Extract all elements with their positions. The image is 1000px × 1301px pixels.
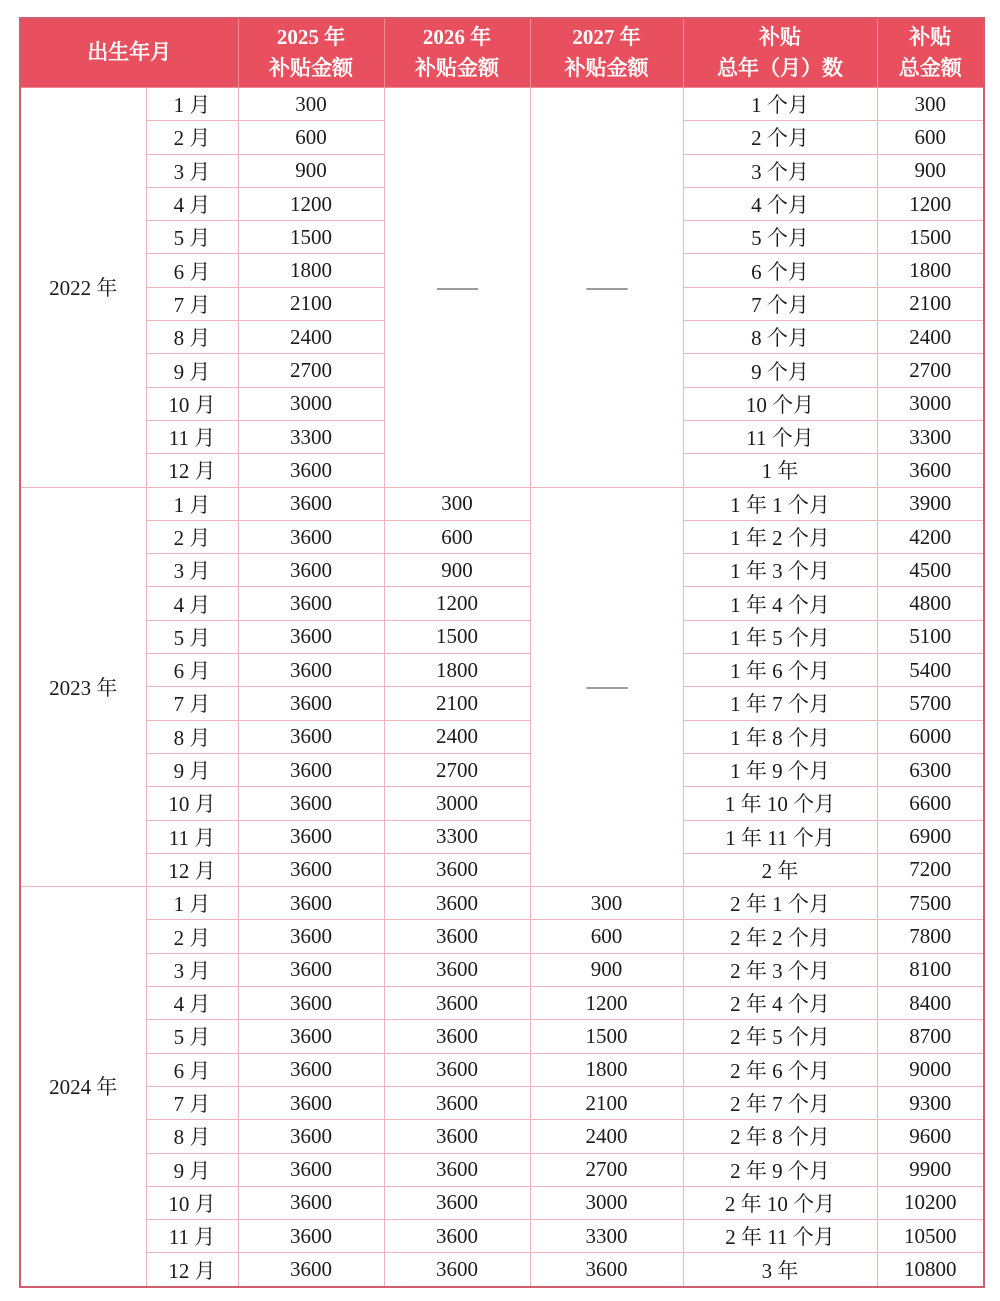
table-row (20, 887, 984, 920)
total-amount-cell: 2400 (877, 321, 984, 354)
header-2027-amount (530, 18, 683, 88)
table-row (20, 1086, 984, 1119)
total-duration-cell: 2 年 4 个月 (683, 987, 877, 1020)
total-duration-cell: 2 年 11 个月 (683, 1220, 877, 1253)
amount-2027-cell: 2400 (530, 1120, 683, 1153)
total-amount-cell: 2100 (877, 287, 984, 320)
amount-2026-cell: 3600 (384, 1053, 530, 1086)
month-cell: 2 月 (146, 920, 238, 953)
total-amount-cell: 900 (877, 154, 984, 187)
month-cell: 8 月 (146, 1120, 238, 1153)
total-amount-cell: 3600 (877, 454, 984, 487)
total-duration-cell: 2 年 3 个月 (683, 953, 877, 986)
total-duration-cell: 9 个月 (683, 354, 877, 387)
table-row (20, 820, 984, 853)
amount-2027-cell: 2700 (530, 1153, 683, 1186)
total-amount-cell: 10800 (877, 1253, 984, 1287)
table-row (20, 1120, 984, 1153)
total-duration-cell: 1 年 5 个月 (683, 620, 877, 653)
amount-2025-cell: 3600 (238, 1253, 384, 1287)
total-duration-cell: 2 年 8 个月 (683, 1120, 877, 1153)
amount-2025-cell: 3600 (238, 853, 384, 886)
total-amount-cell: 6900 (877, 820, 984, 853)
amount-2027-cell: 3000 (530, 1186, 683, 1219)
amount-2026-cell: 1800 (384, 654, 530, 687)
month-cell: 9 月 (146, 753, 238, 786)
amount-2025-cell: 3600 (238, 454, 384, 487)
total-amount-cell: 3300 (877, 420, 984, 453)
total-amount-cell: 8100 (877, 953, 984, 986)
amount-2027-cell: 600 (530, 920, 683, 953)
total-duration-cell: 10 个月 (683, 387, 877, 420)
amount-2027-dash-cell: —— (530, 88, 683, 488)
header-total-amount-line1: 补贴 (909, 24, 952, 49)
total-amount-cell: 1500 (877, 221, 984, 254)
month-cell: 4 月 (146, 987, 238, 1020)
header-2025-line2: 补贴金额 (269, 56, 353, 80)
month-cell: 1 月 (146, 88, 238, 121)
amount-2025-cell: 3600 (238, 1120, 384, 1153)
month-cell: 11 月 (146, 420, 238, 453)
total-amount-cell: 7500 (877, 887, 984, 920)
total-duration-cell: 2 年 (683, 853, 877, 886)
amount-2025-cell: 3600 (238, 920, 384, 953)
total-amount-cell: 6600 (877, 787, 984, 820)
table-row (20, 1153, 984, 1186)
total-duration-cell: 3 个月 (683, 154, 877, 187)
total-amount-cell: 9900 (877, 1153, 984, 1186)
month-cell: 8 月 (146, 321, 238, 354)
total-amount-cell: 3900 (877, 487, 984, 520)
amount-2026-cell: 3600 (384, 1153, 530, 1186)
amount-2025-cell: 900 (238, 154, 384, 187)
total-duration-cell: 1 年 2 个月 (683, 520, 877, 553)
total-amount-cell: 9300 (877, 1086, 984, 1119)
table-row (20, 1220, 984, 1253)
month-cell: 9 月 (146, 354, 238, 387)
total-duration-cell: 1 年 4 个月 (683, 587, 877, 620)
total-amount-cell: 9600 (877, 1120, 984, 1153)
table-row (20, 787, 984, 820)
total-duration-cell: 1 年 10 个月 (683, 787, 877, 820)
table-row (20, 1186, 984, 1219)
amount-2026-cell: 3600 (384, 1220, 530, 1253)
amount-2027-cell: 1800 (530, 1053, 683, 1086)
total-duration-cell: 2 年 9 个月 (683, 1153, 877, 1186)
amount-2026-cell: 1500 (384, 620, 530, 653)
amount-2025-cell: 3600 (238, 487, 384, 520)
amount-2027-cell: 3600 (530, 1253, 683, 1287)
amount-2025-cell: 3600 (238, 953, 384, 986)
total-amount-cell: 10200 (877, 1186, 984, 1219)
table-row (20, 1020, 984, 1053)
header-2027-line2: 补贴金额 (564, 56, 649, 80)
total-duration-cell: 1 年 8 个月 (683, 720, 877, 753)
amount-2026-cell: 3600 (384, 853, 530, 886)
table-row (20, 654, 984, 687)
table-header (20, 18, 984, 88)
month-cell: 9 月 (146, 1153, 238, 1186)
total-amount-cell: 5400 (877, 654, 984, 687)
table-row (20, 1253, 984, 1287)
table-row (20, 987, 984, 1020)
amount-2025-cell: 3600 (238, 654, 384, 687)
amount-2026-cell: 3600 (384, 987, 530, 1020)
header-2026-line1: 2026 年 (422, 24, 492, 49)
amount-2027-dash-cell: —— (530, 487, 683, 887)
month-cell: 12 月 (146, 1253, 238, 1287)
total-amount-cell: 4800 (877, 587, 984, 620)
month-cell: 11 月 (146, 1220, 238, 1253)
total-amount-cell: 10500 (877, 1220, 984, 1253)
total-amount-cell: 7200 (877, 853, 984, 886)
amount-2025-cell: 3600 (238, 1186, 384, 1219)
total-amount-cell: 7800 (877, 920, 984, 953)
total-duration-cell: 1 年 6 个月 (683, 654, 877, 687)
month-cell: 3 月 (146, 554, 238, 587)
total-duration-cell: 1 年 7 个月 (683, 687, 877, 720)
header-total-duration (683, 18, 877, 88)
amount-2025-cell: 2400 (238, 321, 384, 354)
total-duration-cell: 1 年 11 个月 (683, 820, 877, 853)
amount-2026-cell: 600 (384, 520, 530, 553)
total-duration-cell: 5 个月 (683, 221, 877, 254)
total-duration-cell: 2 年 2 个月 (683, 920, 877, 953)
total-duration-cell: 1 年 1 个月 (683, 487, 877, 520)
subsidy-table (19, 17, 985, 1288)
amount-2025-cell: 3600 (238, 1220, 384, 1253)
amount-2026-cell: 3300 (384, 820, 530, 853)
table-row (20, 88, 984, 121)
header-total-amount-line2: 总金额 (898, 56, 962, 80)
amount-2026-cell: 900 (384, 554, 530, 587)
amount-2026-cell: 2100 (384, 687, 530, 720)
total-duration-cell: 1 年 9 个月 (683, 753, 877, 786)
header-2027-line1: 2027 年 (572, 24, 641, 49)
amount-2025-cell: 3300 (238, 420, 384, 453)
amount-2027-cell: 900 (530, 953, 683, 986)
total-duration-cell: 2 年 7 个月 (683, 1086, 877, 1119)
table-row (20, 720, 984, 753)
amount-2027-cell: 1200 (530, 987, 683, 1020)
month-cell: 4 月 (146, 587, 238, 620)
amount-2025-cell: 1500 (238, 221, 384, 254)
total-amount-cell: 8400 (877, 987, 984, 1020)
total-amount-cell: 1200 (877, 187, 984, 220)
total-amount-cell: 2700 (877, 354, 984, 387)
month-cell: 2 月 (146, 520, 238, 553)
month-cell: 4 月 (146, 187, 238, 220)
amount-2027-cell: 1500 (530, 1020, 683, 1053)
header-2026-line2: 补贴金额 (415, 56, 499, 80)
total-amount-cell: 4200 (877, 520, 984, 553)
amount-2025-cell: 1200 (238, 187, 384, 220)
amount-2025-cell: 3600 (238, 520, 384, 553)
table-body (20, 88, 984, 1287)
amount-2026-cell: 300 (384, 487, 530, 520)
month-cell: 6 月 (146, 1053, 238, 1086)
amount-2025-cell: 3600 (238, 587, 384, 620)
total-amount-cell: 3000 (877, 387, 984, 420)
total-duration-cell: 2 个月 (683, 121, 877, 154)
amount-2026-cell: 1200 (384, 587, 530, 620)
table-row (20, 687, 984, 720)
amount-2027-cell: 3300 (530, 1220, 683, 1253)
month-cell: 6 月 (146, 254, 238, 287)
month-cell: 1 月 (146, 487, 238, 520)
total-amount-cell: 6300 (877, 753, 984, 786)
table-row (20, 753, 984, 786)
total-duration-cell: 8 个月 (683, 321, 877, 354)
table-row (20, 520, 984, 553)
total-amount-cell: 600 (877, 121, 984, 154)
month-cell: 6 月 (146, 654, 238, 687)
month-cell: 3 月 (146, 154, 238, 187)
total-duration-cell: 1 个月 (683, 88, 877, 121)
month-cell: 8 月 (146, 720, 238, 753)
month-cell: 2 月 (146, 121, 238, 154)
year-label-cell: 2023 年 (20, 487, 146, 887)
total-duration-cell: 3 年 (683, 1253, 877, 1287)
amount-2026-dash-cell: —— (384, 88, 530, 488)
header-total-amount (877, 18, 984, 88)
month-cell: 10 月 (146, 387, 238, 420)
total-amount-cell: 9000 (877, 1053, 984, 1086)
amount-2025-cell: 300 (238, 88, 384, 121)
total-duration-cell: 1 年 (683, 454, 877, 487)
header-row (20, 18, 984, 88)
amount-2025-cell: 3600 (238, 753, 384, 786)
amount-2026-cell: 3600 (384, 1253, 530, 1287)
amount-2026-cell: 2400 (384, 720, 530, 753)
table-row (20, 554, 984, 587)
total-duration-cell: 2 年 10 个月 (683, 1186, 877, 1219)
month-cell: 10 月 (146, 1186, 238, 1219)
amount-2026-cell: 3600 (384, 953, 530, 986)
table-row (20, 953, 984, 986)
total-duration-cell: 2 年 1 个月 (683, 887, 877, 920)
total-duration-cell: 2 年 6 个月 (683, 1053, 877, 1086)
amount-2026-cell: 3600 (384, 1120, 530, 1153)
month-cell: 12 月 (146, 454, 238, 487)
amount-2025-cell: 3600 (238, 1086, 384, 1119)
month-cell: 7 月 (146, 1086, 238, 1119)
month-cell: 3 月 (146, 953, 238, 986)
table-row (20, 853, 984, 886)
month-cell: 5 月 (146, 620, 238, 653)
amount-2025-cell: 3600 (238, 1153, 384, 1186)
total-amount-cell: 300 (877, 88, 984, 121)
month-cell: 5 月 (146, 1020, 238, 1053)
amount-2025-cell: 600 (238, 121, 384, 154)
month-cell: 10 月 (146, 787, 238, 820)
month-cell: 1 月 (146, 887, 238, 920)
amount-2025-cell: 3600 (238, 554, 384, 587)
amount-2026-cell: 3600 (384, 1086, 530, 1119)
total-amount-cell: 5700 (877, 687, 984, 720)
amount-2025-cell: 3600 (238, 720, 384, 753)
table-row (20, 1053, 984, 1086)
total-duration-cell: 1 年 3 个月 (683, 554, 877, 587)
total-amount-cell: 1800 (877, 254, 984, 287)
amount-2025-cell: 3600 (238, 987, 384, 1020)
total-duration-cell: 4 个月 (683, 187, 877, 220)
amount-2026-cell: 3600 (384, 1020, 530, 1053)
header-birth-date-label: 出生年月 (87, 40, 172, 65)
month-cell: 7 月 (146, 287, 238, 320)
header-total-duration-line2: 总年（月）数 (717, 56, 843, 80)
total-duration-cell: 6 个月 (683, 254, 877, 287)
total-amount-cell: 5100 (877, 620, 984, 653)
header-birth-date (20, 18, 238, 88)
header-2026-amount (384, 18, 530, 88)
header-total-duration-line1: 补贴 (759, 24, 801, 49)
total-amount-cell: 8700 (877, 1020, 984, 1053)
amount-2026-cell: 3600 (384, 887, 530, 920)
total-amount-cell: 4500 (877, 554, 984, 587)
header-2025-amount (238, 18, 384, 88)
year-label-cell: 2022 年 (20, 88, 146, 488)
table-row (20, 920, 984, 953)
total-duration-cell: 7 个月 (683, 287, 877, 320)
month-cell: 5 月 (146, 221, 238, 254)
table-row (20, 587, 984, 620)
month-cell: 7 月 (146, 687, 238, 720)
amount-2027-cell: 2100 (530, 1086, 683, 1119)
month-cell: 12 月 (146, 853, 238, 886)
amount-2025-cell: 2100 (238, 287, 384, 320)
table-row (20, 620, 984, 653)
amount-2025-cell: 3600 (238, 820, 384, 853)
amount-2026-cell: 3600 (384, 1186, 530, 1219)
total-amount-cell: 6000 (877, 720, 984, 753)
month-cell: 11 月 (146, 820, 238, 853)
amount-2025-cell: 3000 (238, 387, 384, 420)
table-row (20, 487, 984, 520)
amount-2025-cell: 3600 (238, 887, 384, 920)
amount-2025-cell: 3600 (238, 787, 384, 820)
header-2025-line1: 2025 年 (276, 24, 346, 49)
amount-2025-cell: 3600 (238, 687, 384, 720)
amount-2026-cell: 3000 (384, 787, 530, 820)
total-duration-cell: 11 个月 (683, 420, 877, 453)
amount-2025-cell: 1800 (238, 254, 384, 287)
amount-2026-cell: 2700 (384, 753, 530, 786)
amount-2025-cell: 2700 (238, 354, 384, 387)
total-duration-cell: 2 年 5 个月 (683, 1020, 877, 1053)
amount-2026-cell: 3600 (384, 920, 530, 953)
year-label-cell: 2024 年 (20, 887, 146, 1287)
amount-2025-cell: 3600 (238, 1053, 384, 1086)
amount-2025-cell: 3600 (238, 1020, 384, 1053)
amount-2027-cell: 300 (530, 887, 683, 920)
amount-2025-cell: 3600 (238, 620, 384, 653)
